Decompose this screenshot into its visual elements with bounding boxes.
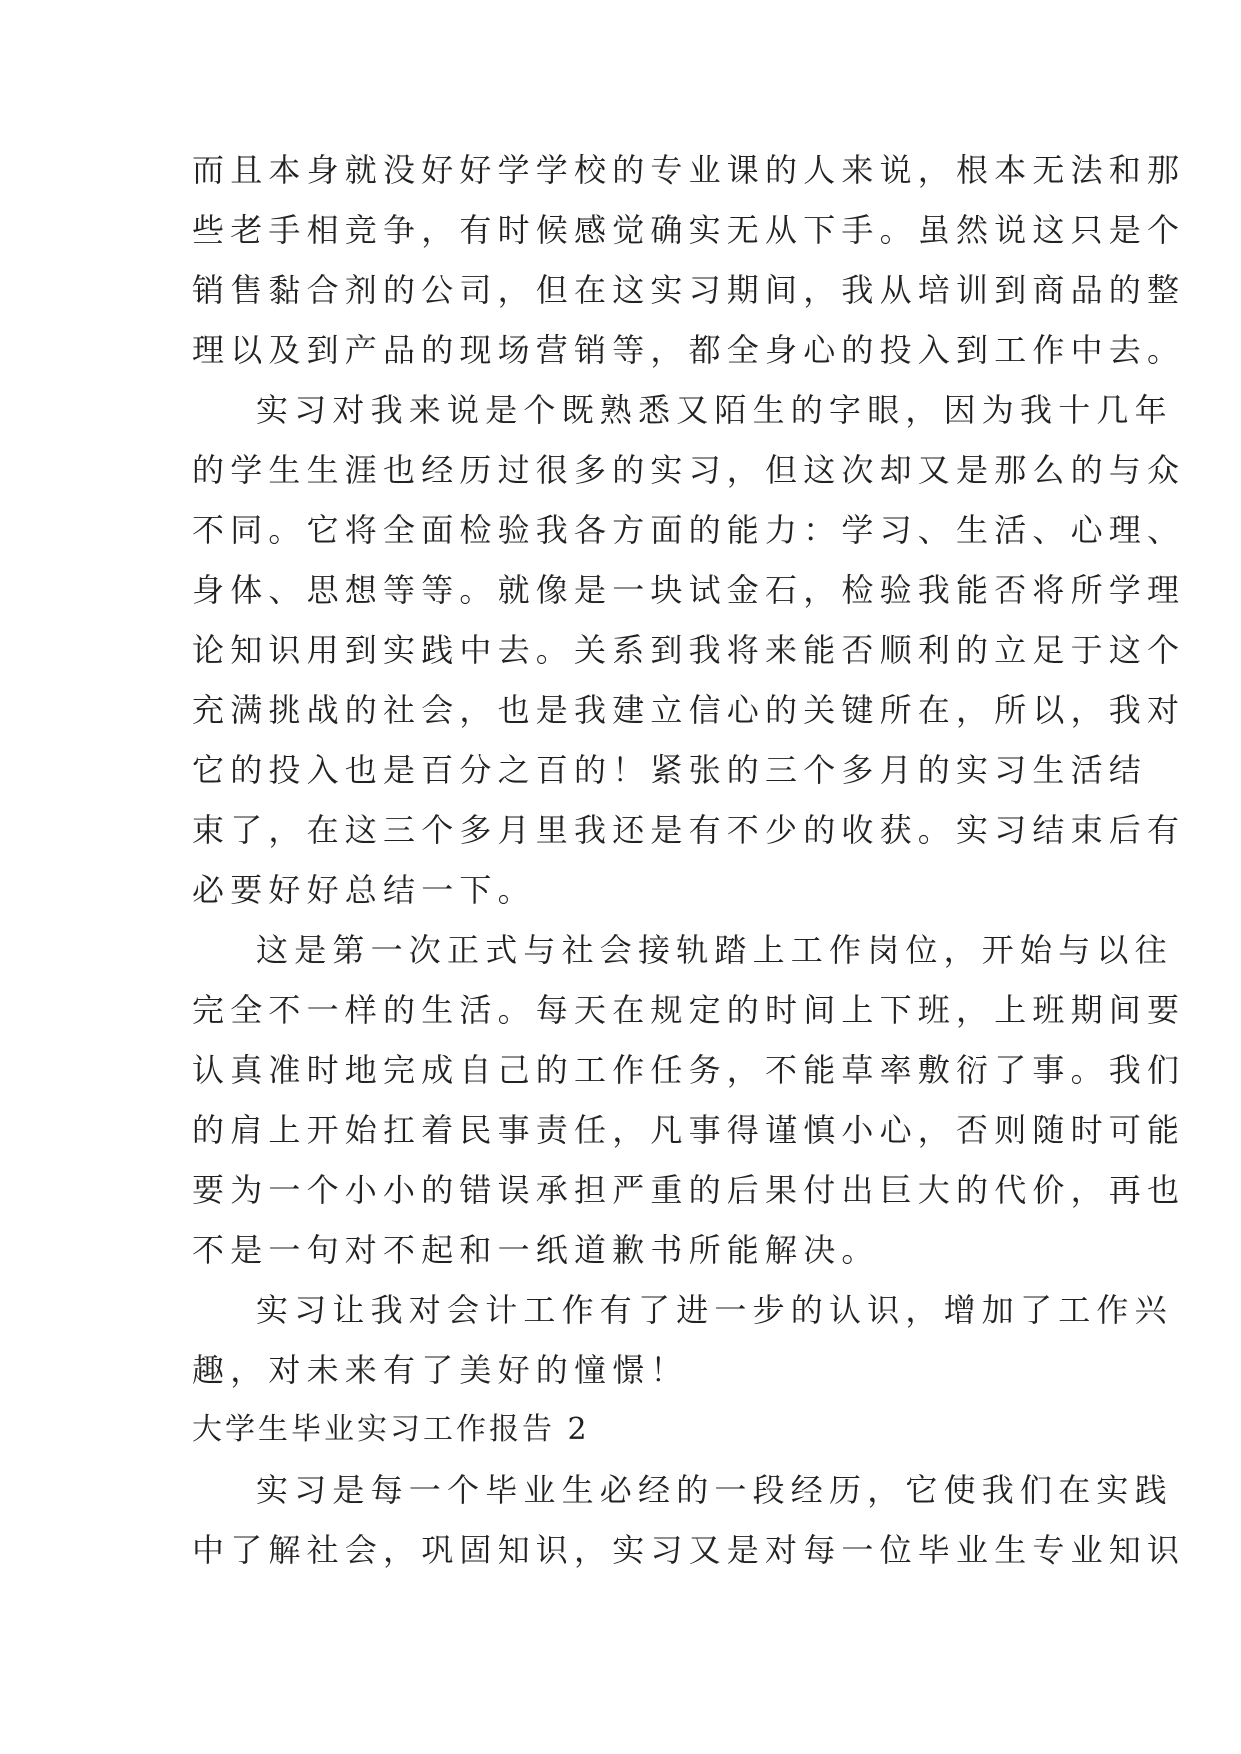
paragraph-line: 不是一句对不起和一纸道歉书所能解决。 <box>192 1231 880 1269</box>
paragraph-line: 身体、思想等等。就像是一块试金石，检验我能否将所学理 <box>192 571 1186 609</box>
paragraph-line: 实习让我对会计工作有了进一步的认识，增加了工作兴 <box>256 1291 1173 1329</box>
paragraph-line: 不同。它将全面检验我各方面的能力：学习、生活、心理、 <box>192 511 1186 549</box>
paragraph-line: 的学生生涯也经历过很多的实习，但这次却又是那么的与众 <box>192 451 1186 489</box>
paragraph-line: 趣，对未来有了美好的憧憬！ <box>192 1351 689 1389</box>
paragraph-line: 要为一个小小的错误承担严重的后果付出巨大的代价，再也 <box>192 1171 1186 1209</box>
paragraph-line: 实习是每一个毕业生必经的一段经历，它使我们在实践 <box>256 1471 1173 1509</box>
paragraph-line: 的肩上开始扛着民事责任，凡事得谨慎小心，否则随时可能 <box>192 1111 1186 1149</box>
paragraph-line: 理以及到产品的现场营销等，都全身心的投入到工作中去。 <box>192 331 1186 369</box>
paragraph-line: 束了，在这三个多月里我还是有不少的收获。实习结束后有 <box>192 811 1186 849</box>
paragraph-line: 而且本身就没好好学学校的专业课的人来说，根本无法和那 <box>192 151 1186 189</box>
paragraph-line: 中了解社会，巩固知识，实习又是对每一位毕业生专业知识 <box>192 1531 1186 1569</box>
section-heading: 大学生毕业实习工作报告 2 <box>192 1412 590 1447</box>
paragraph-line: 必要好好总结一下。 <box>192 871 536 909</box>
paragraph-line: 它的投入也是百分之百的！紧张的三个多月的实习生活结 <box>192 751 1148 789</box>
paragraph-line: 充满挑战的社会，也是我建立信心的关键所在，所以，我对 <box>192 691 1186 729</box>
paragraph-line: 论知识用到实践中去。关系到我将来能否顺利的立足于这个 <box>192 631 1186 669</box>
paragraph-line: 认真准时地完成自己的工作任务，不能草率敷衍了事。我们 <box>192 1051 1186 1089</box>
paragraph-line: 销售黏合剂的公司，但在这实习期间，我从培训到商品的整 <box>192 271 1186 309</box>
paragraph-line: 些老手相竞争，有时候感觉确实无从下手。虽然说这只是个 <box>192 211 1186 249</box>
paragraph-line: 这是第一次正式与社会接轨踏上工作岗位，开始与以往 <box>256 931 1173 969</box>
paragraph-line: 实习对我来说是个既熟悉又陌生的字眼，因为我十几年 <box>256 391 1173 429</box>
paragraph-line: 完全不一样的生活。每天在规定的时间上下班，上班期间要 <box>192 991 1186 1029</box>
